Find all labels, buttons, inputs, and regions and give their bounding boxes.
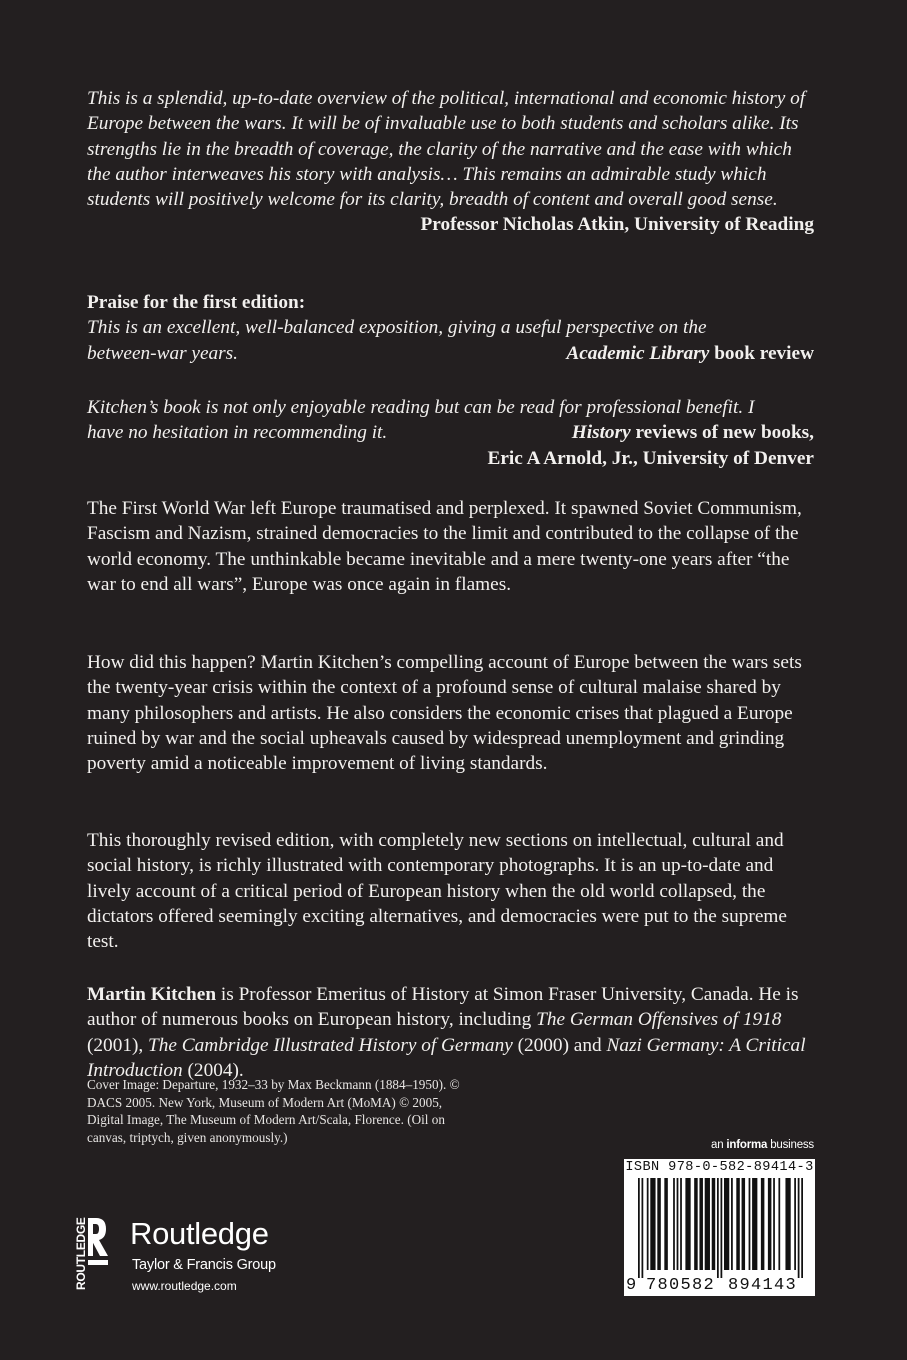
- review3-source-rest: reviews of new books,: [630, 422, 814, 444]
- barcode-bar: [638, 1178, 640, 1278]
- barcode-bar: [798, 1178, 800, 1278]
- informa-prefix: an: [711, 1139, 727, 1151]
- publisher-url[interactable]: www.routledge.com: [132, 1279, 237, 1293]
- publisher-group: Taylor & Francis Group: [132, 1257, 276, 1273]
- barcode-bar: [768, 1178, 772, 1270]
- isbn-label: ISBN 978-0-582-89414-3: [625, 1160, 814, 1175]
- routledge-vertical-wordmark: ROUTLEDGE: [74, 1217, 88, 1290]
- routledge-name: Routledge: [130, 1216, 269, 1251]
- barcode-digits-right: 894143: [728, 1276, 798, 1295]
- routledge-mark-icon: [66, 1212, 110, 1292]
- review2-line2-row: [87, 341, 814, 366]
- blurb-text: This thoroughly revised edition, with completely new sections on intellectual, cultural and social history, is richly illustrated with contemporary photographs. It is an up-to-date and lively account of a critical period of European history when the old world collapsed, the dictators offered seemingly exciting alternatives, and democracies were put to the supreme test.: [87, 830, 787, 953]
- bio-text-1: is Professor Emeritus of History at Simon Fraser University, Canada. He is author of numerous books on European history, including: [87, 984, 799, 1031]
- barcode-bar: [749, 1178, 751, 1270]
- barcode-bar: [717, 1178, 719, 1278]
- barcode-digits-left: 780582: [646, 1276, 716, 1295]
- barcode-bar: [752, 1178, 757, 1270]
- barcode-bar: [657, 1178, 661, 1270]
- barcode-bar: [731, 1178, 733, 1270]
- review2-source: [566, 341, 814, 366]
- barcode-bar: [801, 1178, 803, 1278]
- author-bio: [87, 982, 814, 1083]
- informa-business-tagline: [682, 1139, 814, 1151]
- review3-line1: Kitchen’s book is not only enjoyable reading but can be read for professional benefit. I: [87, 397, 755, 418]
- barcode-bar: [642, 1178, 644, 1278]
- blurb-paragraph-2: [87, 650, 814, 776]
- barcode-bar: [680, 1178, 682, 1270]
- review2-source-title: Academic Library: [566, 342, 710, 364]
- author-name: Martin Kitchen: [87, 984, 217, 1005]
- barcode-bar: [778, 1178, 780, 1270]
- review2-line1: This is an excellent, well-balanced exposition, giving a useful perspective on the: [87, 317, 707, 339]
- review2-source-rest: book review: [709, 342, 814, 364]
- informa-brand: informa: [726, 1139, 768, 1151]
- isbn-barcode: [624, 1159, 815, 1296]
- blurb-text: The First World War left Europe traumatised and perplexed. It spawned Soviet Communism, Fascism and Nazism, strained democracies to the limit and contributed to the collapse of the world economy. The unthinkable became inevitable and a mere twenty-one years after “the war to end all wars”, Europe was once again in flames.: [87, 498, 802, 595]
- review-history: [87, 395, 814, 471]
- barcode-bar: [742, 1178, 746, 1270]
- praise-first-edition: [87, 290, 814, 366]
- review-nicholas-atkin: [87, 86, 814, 238]
- bio-text-2: (2001),: [87, 1034, 149, 1056]
- barcode-digit-first: 9: [626, 1276, 637, 1295]
- blurb-paragraph-1: [87, 496, 814, 597]
- barcode-bar: [773, 1178, 775, 1270]
- barcode-bars-icon: [638, 1178, 803, 1278]
- barcode-bar: [694, 1178, 698, 1270]
- book-title-3: Nazi Germany: A Critical Introduction: [87, 1034, 806, 1081]
- review2-line2: between-war years.: [87, 342, 239, 364]
- barcode-bar: [650, 1178, 655, 1270]
- barcode-bar: [761, 1178, 765, 1270]
- author-bio-text: [87, 982, 814, 1083]
- review3-source: [572, 420, 814, 445]
- barcode-bar: [736, 1178, 740, 1270]
- barcode-bar: [677, 1178, 679, 1270]
- informa-suffix: business: [767, 1139, 814, 1151]
- review-quote: This is a splendid, up-to-date overview of the political, international and economic history of Europe between the wars. It will be of invaluable use to both students and scholars alike. Its strengths lie in the breadth of coverage, the clarity of the narrative and the ease with which the author interweaves his story with analysis… This remains an admirable study which students will positively welcome for its clarity, breadth of content and overall good sense.: [87, 88, 806, 211]
- barcode-bar: [673, 1178, 675, 1270]
- book-title-1: The German Offensives of 1918: [536, 1009, 782, 1031]
- review3-source-title: History: [571, 422, 631, 444]
- cover-image-credit: Cover Image: Departure, 1932–33 by Max Beckmann (1884–1950). © DACS 2005. New York, Museum of Modern Art (MoMA) © 2005, Digital Image, The Museum of Modern Art/Scala, Florence. (Oil on canvas, triptych, given anonymously.): [87, 1077, 460, 1145]
- bio-text-3: (2000) and: [512, 1034, 607, 1056]
- barcode-bar: [705, 1178, 710, 1270]
- barcode-bar: [724, 1178, 729, 1270]
- routledge-logo: [66, 1212, 326, 1292]
- barcode-bar: [785, 1178, 790, 1270]
- praise-heading: Praise for the first edition:: [87, 292, 306, 313]
- review-attribution: Professor Nicholas Atkin, University of Reading: [420, 214, 814, 236]
- bio-text-4: (2004).: [182, 1059, 244, 1081]
- barcode-bar: [794, 1178, 796, 1270]
- review3-line2-row: [87, 420, 814, 445]
- barcode-bar: [699, 1178, 703, 1270]
- review3-author: Eric A Arnold, Jr., University of Denver: [487, 447, 814, 469]
- barcode-bar: [685, 1178, 690, 1270]
- barcode-bar: [664, 1178, 668, 1270]
- barcode-bar: [712, 1178, 716, 1270]
- blurb-text: How did this happen? Martin Kitchen’s compelling account of Europe between the wars sets the twenty-year crisis within the context of a profound sense of cultural malaise shared by many philosophers and artists. He also considers the economic crises that plagued a Europe ruined by war and the social upheavals caused by widespread unemployment and grinding poverty amid a noticeable improvement of living standards.: [87, 652, 802, 775]
- barcode-bar: [647, 1178, 649, 1270]
- blurb-paragraph-3: [87, 828, 814, 954]
- barcode-bar: [721, 1178, 723, 1278]
- review3-line2: have no hesitation in recommending it.: [87, 422, 388, 444]
- book-title-2: The Cambridge Illustrated History of Germany: [148, 1034, 513, 1056]
